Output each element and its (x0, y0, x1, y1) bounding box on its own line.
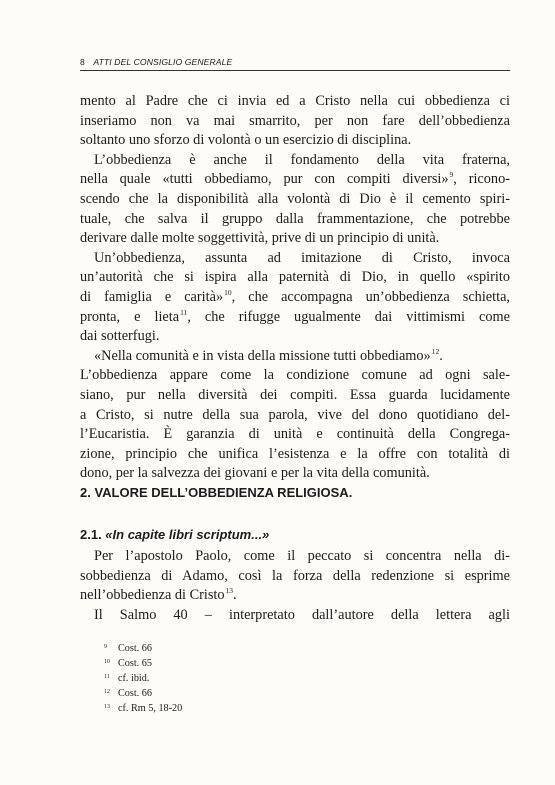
page-number: 8 (80, 57, 85, 67)
footnotes (104, 641, 404, 716)
footnote-text: cf. Rm 5, 18-20 (118, 702, 183, 714)
section-heading: 2. VALORE DELL’OBBEDIENZA RELIGIOSA. (80, 485, 353, 500)
footnote-ref: 13 (225, 586, 234, 596)
text-segment: , che accompagna un’obbedienza schietta, (231, 288, 510, 305)
text-segment: . (439, 347, 443, 364)
text-line (80, 586, 510, 606)
footnote-text: Cost. 66 (118, 687, 152, 699)
text-line: soltanto uno sforzo di volontà o un esercizio di disciplina. (80, 132, 412, 149)
text-line (80, 288, 510, 308)
footnote (104, 701, 404, 716)
text-segment: pronta, e lieta (80, 308, 180, 325)
footnote-text: Cost. 65 (118, 657, 152, 669)
footnote (104, 686, 404, 701)
text-segment: di famiglia e carità» (80, 288, 224, 305)
header-rule (80, 70, 510, 71)
text-line: Il Salmo 40 – interpretato dall’autore della lettera agli (94, 606, 510, 623)
footnote-text: Cost. 66 (118, 643, 152, 654)
footnote-number: 12 (104, 688, 110, 695)
footnote-number: 13 (104, 703, 110, 710)
footnote-ref: 10 (224, 287, 232, 297)
footnote-number: 11 (104, 673, 110, 680)
text-line: l’Eucaristia. È garanzia di unità e continuità della Congrega- (80, 426, 510, 443)
text-line: zione, principio che unifica l’esistenza e la offre con totalità di (80, 445, 510, 462)
text-line: dai sotterfugi. (80, 328, 160, 345)
running-title: ATTI DEL CONSIGLIO GENERALE (93, 57, 233, 67)
text-line: siano, pur nella diversità dei compiti. Essa guarda lucidamente (80, 386, 510, 403)
running-header (80, 57, 510, 67)
text-segment: , che rifugge ugualmente dai vittimismi come (187, 308, 510, 325)
text-line: a Cristo, si nutre della sua parola, vive del dono quotidiano del- (80, 406, 510, 423)
text-segment: , ricono- (453, 171, 510, 188)
footnote-ref: 9 (449, 170, 454, 180)
footnote-text: cf. ibid. (118, 672, 150, 684)
subsection-number: 2.1. (80, 527, 106, 542)
text-line: sobbedienza di Adamo, così la forza della redenzione si esprime (80, 567, 510, 584)
text-line: inseriamo non va mai smarrito, per non fare dell’obbedienza (80, 112, 510, 129)
text-segment: nell’obbedienza di Cristo (80, 587, 225, 604)
text-line: un’autorità che si ispira alla paternità di Dio, in quello «spirito (80, 269, 510, 286)
text-line (80, 170, 510, 190)
footnote-number: 10 (104, 658, 110, 665)
subsection-title: «In capite libri scriptum...» (105, 527, 270, 542)
text-line: derivare dalle molte soggettività, prive di un principio di unità. (80, 230, 440, 247)
text-line: Per l’apostolo Paolo, come il peccato si concentra nella di- (94, 548, 510, 564)
text-line: scendo che la disponibilità alla volontà di Dio è il cemento spiri- (80, 190, 510, 207)
body-text-top (80, 92, 510, 484)
text-segment: «Nella comunità e in vista della missione tutti obbediamo» (94, 347, 431, 364)
subsection-heading (80, 527, 510, 542)
text-line: tuale, che salva il gruppo dalla frammentazione, che potrebbe (80, 210, 510, 227)
text-line: mento al Padre che ci invia ed a Cristo nella cui obbedienza ci (80, 93, 510, 109)
body-text-bottom (80, 547, 510, 625)
footnote-ref: 11 (180, 307, 188, 317)
text-line: L’obbedienza appare come la condizione comune ad ogni sale- (80, 367, 510, 384)
footnote (104, 641, 404, 656)
footnote-number: 9 (104, 644, 107, 650)
text-line: Un’obbedienza, assunta ad imitazione di Cristo, invoca (94, 249, 510, 266)
footnote-ref: 12 (431, 346, 440, 356)
text-line (80, 308, 510, 328)
text-segment: nella quale «tutti obbediamo, pur con compiti diversi» (80, 171, 449, 188)
text-segment: . (233, 587, 237, 604)
footnote (104, 656, 404, 671)
text-line (80, 347, 510, 367)
text-line: L’obbedienza è anche il fondamento della vita fraterna, (94, 151, 510, 168)
text-line: dono, per la salvezza dei giovani e per la vita della comunità. (80, 465, 430, 482)
footnote (104, 671, 404, 686)
